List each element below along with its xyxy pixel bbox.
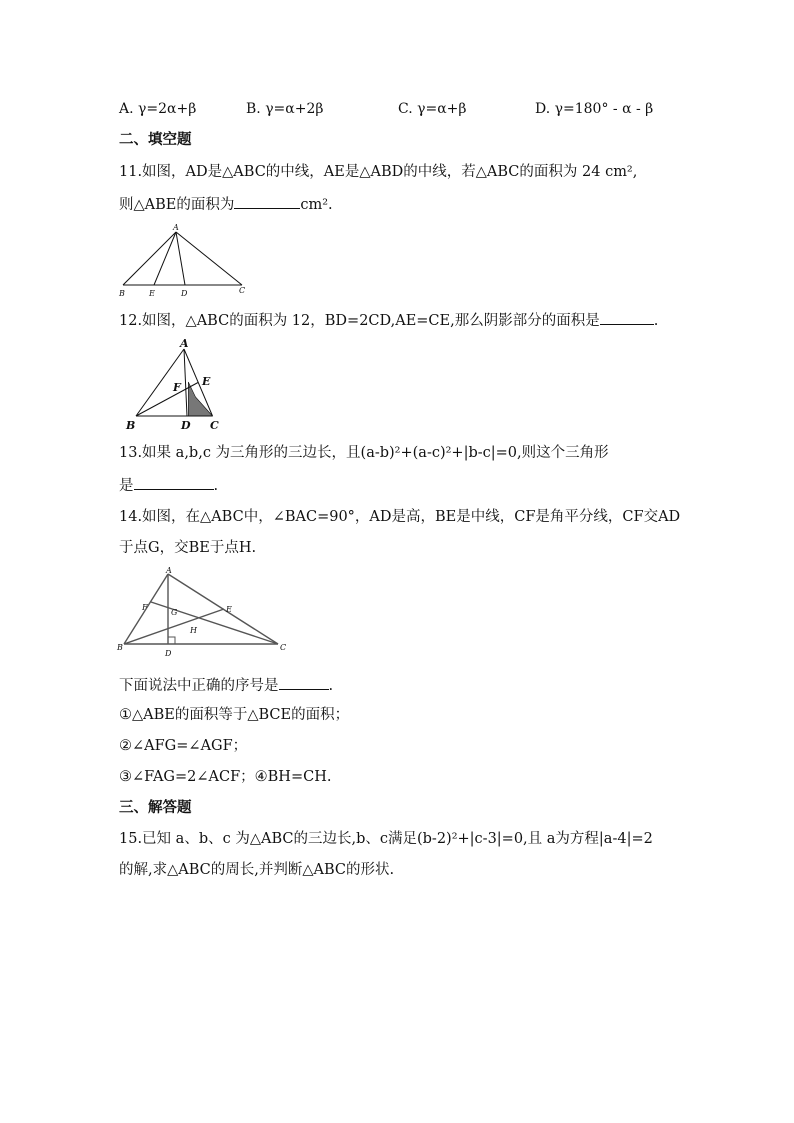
q12-text <box>119 309 658 331</box>
q14-label-h: H <box>190 626 197 635</box>
q14-triangle-figure <box>112 566 292 658</box>
q15-text-line1: 15.已知 a、b、c 为△ABC的三边长,b、c满足(b-2)²+|c-3|=0,且 a为方程|a-4|=2 <box>119 831 653 847</box>
q11-suffix: cm². <box>300 197 333 213</box>
q12-answer-blank[interactable] <box>600 309 654 325</box>
q14-text-line1: 14.如图，在△ABC中，∠BAC=90°，AD是高，BE是中线，CF是角平分线，CF交AD <box>119 509 681 525</box>
q13-prefix: 是 <box>119 478 134 494</box>
option-d: D. γ=180° - α - β <box>535 101 654 117</box>
q12-label-e: E <box>202 375 211 388</box>
q12-suffix: . <box>653 313 659 329</box>
q11-label-d: D <box>181 289 188 298</box>
q15-text-line2: 的解,求△ABC的周长,并判断△ABC的形状. <box>119 862 395 878</box>
q11-label-c: C <box>239 286 246 295</box>
q14-answer-blank[interactable] <box>279 674 329 690</box>
q12-label-a: A <box>180 337 189 350</box>
q12-label-d: D <box>181 419 191 432</box>
q14-label-d: D <box>165 649 172 658</box>
option-a: A. γ=2α+β <box>119 101 197 117</box>
q14-prompt <box>119 674 333 696</box>
q12-label-f: F <box>173 381 181 394</box>
q11-text-line1: 11.如图，AD是△ABC的中线，AE是△ABD的中线，若△ABC的面积为 24 cm², <box>119 164 638 180</box>
q14-statement-3-4: ③∠FAG=2∠ACF；④BH=CH. <box>119 769 332 785</box>
section-heading-fill-blank: 二、填空题 <box>119 132 192 148</box>
q11-text-line2 <box>119 193 333 215</box>
section-heading-solve: 三、解答题 <box>119 800 192 816</box>
q13-text-line1: 13.如果 a,b,c 为三角形的三边长，且(a-b)²+(a-c)²+|b-c|=0,则这个三角形 <box>119 445 609 461</box>
q11-triangle-figure <box>114 222 254 302</box>
option-c: C. γ=α+β <box>398 101 467 117</box>
q14-label-a: A <box>166 566 172 575</box>
q11-label-b: B <box>119 289 125 298</box>
q14-text-line2: 于点G，交BE于点H. <box>119 540 257 556</box>
q11-label-e: E <box>149 289 155 298</box>
q13-answer-blank[interactable] <box>134 474 214 490</box>
q14-label-c: C <box>280 643 287 652</box>
q14-statement-2: ②∠AFG=∠AGF； <box>119 738 248 754</box>
q13-text-line2 <box>119 474 218 496</box>
q14-label-e: E <box>226 605 232 614</box>
q13-suffix: . <box>213 478 219 494</box>
option-b: B. γ=α+2β <box>246 101 324 117</box>
q14-label-b: B <box>117 643 123 652</box>
q11-prefix: 则△ABE的面积为 <box>119 197 235 213</box>
q14-label-f: F <box>142 603 148 612</box>
q12-label-b: B <box>126 419 136 432</box>
q12-question: 12.如图，△ABC的面积为 12，BD=2CD,AE=CE,那么阴影部分的面积是 <box>119 313 600 329</box>
q11-answer-blank[interactable] <box>234 193 300 209</box>
q12-label-c: C <box>210 419 219 432</box>
q14-label-g: G <box>171 608 178 617</box>
q14-prompt-text: 下面说法中正确的序号是 <box>119 678 279 694</box>
q11-label-a: A <box>173 223 179 232</box>
q14-statement-1: ①△ABE的面积等于△BCE的面积； <box>119 707 350 723</box>
q12-shaded-triangle-figure <box>122 336 232 432</box>
q14-prompt-suffix: . <box>328 678 334 694</box>
